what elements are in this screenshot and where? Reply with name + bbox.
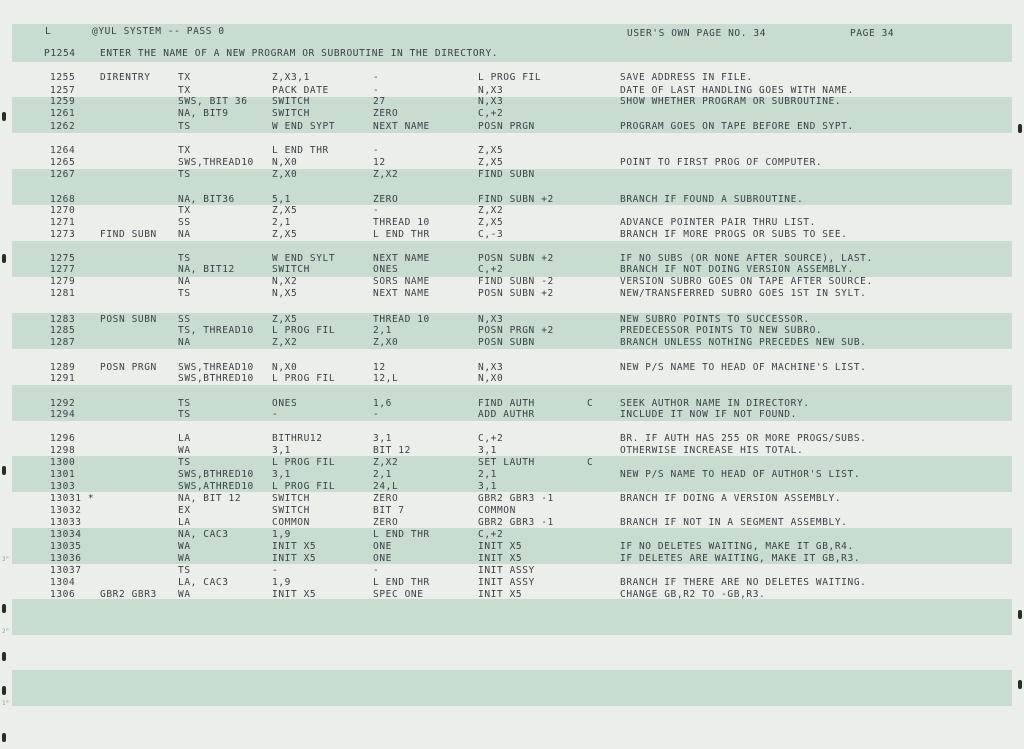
row-a3: POSN SUBN +2 [478,288,554,299]
row-comment: ADVANCE POINTER PAIR THRU LIST. [620,217,816,228]
green-band [12,599,1012,635]
listing-row [0,276,1024,288]
row-op: TS [178,121,191,132]
row-a3: FIND AUTH [478,398,535,409]
row-op: SS [178,314,191,325]
row-a2: SORS NAME [373,276,430,287]
row-a3: 3,1 [478,445,497,456]
listing-row [0,409,1024,421]
row-a2: 12 [373,362,386,373]
row-num: 1303 [50,481,76,492]
row-label: POSN PRGN [100,362,157,373]
row-num: 13034 [50,529,82,540]
row-a2: 24,L [373,481,399,492]
row-comment: IF NO SUBS (OR NONE AFTER SOURCE), LAST. [620,253,873,264]
row-comment: VERSION SUBRO GOES ON TAPE AFTER SOURCE. [620,276,873,287]
row-op: SWS,THREAD10 [178,157,254,168]
row-a2: Z,X2 [373,169,399,180]
row-op: NA, BIT 12 [178,493,242,504]
row-a3: FIND SUBN -2 [478,276,554,287]
row-a2: ONE [373,553,392,564]
row-a3: C,-3 [478,229,504,240]
row-op: TS [178,288,191,299]
row-a1: SWITCH [272,108,310,119]
row-a3: INIT ASSY [478,565,535,576]
row-a2: ONES [373,264,399,275]
row-op: WA [178,541,191,552]
row-a2: ZERO [373,194,399,205]
row-num: 1265 [50,157,76,168]
row-num: 13033 [50,517,82,528]
row-comment: DATE OF LAST HANDLING GOES WITH NAME. [620,85,854,96]
row-comment: SAVE ADDRESS IN FILE. [620,72,753,83]
row-num: 1264 [50,145,76,156]
users-page-number: USER'S OWN PAGE NO. 34 [627,28,767,39]
row-a1: SWITCH [272,264,310,275]
row-a3: INIT X5 [478,541,523,552]
row-comment: BRANCH IF NOT IN A SEGMENT ASSEMBLY. [620,517,848,528]
listing-row [0,217,1024,229]
title-line-number: P1254 [44,48,76,59]
row-op: SWS,ATHRED10 [178,481,254,492]
row-comment: NEW P/S NAME TO HEAD OF AUTHOR'S LIST. [620,469,861,480]
row-a3: Z,X5 [478,217,504,228]
row-op: TS [178,169,191,180]
ruler-mark: 3" [2,556,10,563]
feed-hole [2,686,6,695]
page-number: PAGE 34 [850,28,895,39]
listing-row [0,493,1024,505]
row-a1: N,X0 [272,362,298,373]
row-a3: Z,X5 [478,157,504,168]
listing-row [0,517,1024,529]
row-comment: BRANCH IF MORE PROGS OR SUBS TO SEE. [620,229,848,240]
row-comment: OTHERWISE INCREASE HIS TOTAL. [620,445,804,456]
row-a1: 2,1 [272,217,291,228]
row-a3: POSN PRGN [478,121,535,132]
row-a2: L END THR [373,577,430,588]
row-label: DIRENTRY [100,72,151,83]
routine-description: ENTER THE NAME OF A NEW PROGRAM OR SUBROUTINE IN THE DIRECTORY. [100,48,499,59]
row-a1: Z,X3,1 [272,72,310,83]
listing-row [0,457,1024,469]
row-a1: Z,X5 [272,205,298,216]
row-a2: - [373,205,380,216]
row-num: 1257 [50,85,76,96]
row-a2: - [373,72,380,83]
row-a3: Z,X5 [478,145,504,156]
row-op: LA [178,517,191,528]
row-a1: N,X0 [272,157,298,168]
row-a2: 1,6 [373,398,392,409]
row-num: 1289 [50,362,76,373]
row-comment: BRANCH IF THERE ARE NO DELETES WAITING. [620,577,867,588]
row-op: NA [178,337,191,348]
row-a1: Z,X5 [272,314,298,325]
row-a2: Z,X0 [373,337,399,348]
feed-hole [2,733,6,742]
system-title: @YUL SYSTEM -- PASS 0 [92,26,225,37]
row-a3: N,X3 [478,314,504,325]
row-a2: 2,1 [373,469,392,480]
row-comment: BRANCH UNLESS NOTHING PRECEDES NEW SUB. [620,337,867,348]
row-num: 1275 [50,253,76,264]
row-op: TS [178,565,191,576]
row-num: 1259 [50,96,76,107]
row-num: 1306 [50,589,76,600]
row-comment: IF DELETES ARE WAITING, MAKE IT GB,R3. [620,553,861,564]
row-num: 1294 [50,409,76,420]
row-a3: GBR2 GBR3 -1 [478,493,554,504]
row-comment: PROGRAM GOES ON TAPE BEFORE END SYPT. [620,121,854,132]
row-comment: INCLUDE IT NOW IF NOT FOUND. [620,409,797,420]
row-a2: 12 [373,157,386,168]
row-a1: PACK DATE [272,85,329,96]
row-a3: 3,1 [478,481,497,492]
row-num: 1279 [50,276,76,287]
listing-row [0,169,1024,181]
row-a1: SWITCH [272,505,310,516]
row-op: NA [178,276,191,287]
row-num: 1298 [50,445,76,456]
row-a1: - [272,565,279,576]
row-op: NA [178,229,191,240]
row-a3: POSN PRGN +2 [478,325,554,336]
row-a1: 5,1 [272,194,291,205]
listing-row [0,108,1024,120]
row-a3: POSN SUBN [478,337,535,348]
row-a2: NEXT NAME [373,253,430,264]
row-comment: CHANGE GB,R2 TO -GB,R3. [620,589,766,600]
row-comment: BRANCH IF DOING A VERSION ASSEMBLY. [620,493,842,504]
row-a3: N,X3 [478,85,504,96]
row-a2: ZERO [373,517,399,528]
row-a2: SPEC ONE [373,589,424,600]
row-a1: 1,9 [272,529,291,540]
listing-row [0,577,1024,589]
row-a1: INIT X5 [272,553,317,564]
row-op: TS [178,457,191,468]
row-num: 1261 [50,108,76,119]
row-a3: C,+2 [478,529,504,540]
row-label: GBR2 GBR3 [100,589,157,600]
row-a2: BIT 7 [373,505,405,516]
listing-row [0,433,1024,445]
row-a3: POSN SUBN +2 [478,253,554,264]
row-op: NA, BIT12 [178,264,235,275]
row-a2: NEXT NAME [373,288,430,299]
row-a3: FIND SUBN [478,169,535,180]
row-a1: 3,1 [272,445,291,456]
row-a1: SWITCH [272,96,310,107]
row-op: TX [178,145,191,156]
row-a3: L PROG FIL [478,72,542,83]
row-label: POSN SUBN [100,314,157,325]
green-band [12,670,1012,706]
row-a1: - [272,409,279,420]
row-a1: N,X5 [272,288,298,299]
row-a3: INIT X5 [478,553,523,564]
row-a3: C,+2 [478,433,504,444]
row-op: EX [178,505,191,516]
row-a2: THREAD 10 [373,314,430,325]
row-a2: - [373,409,380,420]
row-flag: C [587,457,594,468]
listing-row [0,264,1024,276]
row-a1: 1,9 [272,577,291,588]
row-comment: POINT TO FIRST PROG OF COMPUTER. [620,157,823,168]
row-a2: L END THR [373,529,430,540]
row-a3: INIT X5 [478,589,523,600]
listing-row [0,96,1024,108]
row-a2: ZERO [373,493,399,504]
row-a2: ONE [373,541,392,552]
row-op: TS [178,409,191,420]
row-num: 1255 [50,72,76,83]
row-a1: SWITCH [272,493,310,504]
row-op: NA, CAC3 [178,529,229,540]
row-flag: C [587,398,594,409]
row-op: TS [178,253,191,264]
header-mark: L [45,26,52,37]
row-a3: C,+2 [478,264,504,275]
row-comment: IF NO DELETES WAITING, MAKE IT GB,R4. [620,541,854,552]
row-num: 1267 [50,169,76,180]
feed-hole [1018,610,1022,619]
row-a1: W END SYLT [272,253,336,264]
feed-hole [2,604,6,613]
row-op: LA [178,433,191,444]
row-comment: SHOW WHETHER PROGRAM OR SUBROUTINE. [620,96,842,107]
row-a2: ZERO [373,108,399,119]
row-a2: L END THR [373,229,430,240]
row-a2: - [373,565,380,576]
listing-row [0,481,1024,493]
row-a3: C,+2 [478,108,504,119]
row-comment: SEEK AUTHOR NAME IN DIRECTORY. [620,398,810,409]
row-a1: ONES [272,398,298,409]
row-a2: 27 [373,96,386,107]
row-a2: Z,X2 [373,457,399,468]
row-num: 1296 [50,433,76,444]
row-op: NA, BIT36 [178,194,235,205]
listing-row [0,565,1024,577]
row-op: SS [178,217,191,228]
row-a3: ADD AUTHR [478,409,535,420]
listing-row [0,229,1024,241]
listing-row [0,529,1024,541]
feed-hole [1018,680,1022,689]
row-num: 1273 [50,229,76,240]
row-comment: BRANCH IF NOT DOING VERSION ASSEMBLY. [620,264,854,275]
row-a1: INIT X5 [272,541,317,552]
row-num: 13032 [50,505,82,516]
row-a3: 2,1 [478,469,497,480]
row-a1: L PROG FIL [272,325,336,336]
row-a1: Z,X5 [272,229,298,240]
row-a1: L END THR [272,145,329,156]
row-num: 13035 [50,541,82,552]
row-a2: THREAD 10 [373,217,430,228]
row-a1: BITHRU12 [272,433,323,444]
row-op: TX [178,205,191,216]
row-num: 13037 [50,565,82,576]
ruler-mark: 1" [2,700,10,707]
row-a1: INIT X5 [272,589,317,600]
listing-row [0,325,1024,337]
row-num: 1271 [50,217,76,228]
row-a1: L PROG FIL [272,457,336,468]
row-a2: - [373,85,380,96]
row-a3: INIT ASSY [478,577,535,588]
row-op: WA [178,553,191,564]
row-a2: NEXT NAME [373,121,430,132]
row-comment: NEW P/S NAME TO HEAD OF MACHINE'S LIST. [620,362,867,373]
row-comment: NEW SUBRO POINTS TO SUCCESSOR. [620,314,810,325]
feed-hole [2,652,6,661]
row-op: SWS,BTHRED10 [178,469,254,480]
listing-row [0,337,1024,349]
listing-row [0,469,1024,481]
row-num: 1262 [50,121,76,132]
row-num: 1283 [50,314,76,325]
row-num: 1268 [50,194,76,205]
listing-row [0,205,1024,217]
listing-row [0,373,1024,385]
ruler-mark: 2" [2,628,10,635]
listing-row [0,145,1024,157]
row-comment: BRANCH IF FOUND A SUBROUTINE. [620,194,804,205]
row-op: NA, BIT9 [178,108,229,119]
listing-row [0,288,1024,300]
row-a1: L PROG FIL [272,481,336,492]
row-comment: PREDECESSOR POINTS TO NEW SUBRO. [620,325,823,336]
row-op: SWS, BIT 36 [178,96,248,107]
listing-row [0,157,1024,169]
row-op: TX [178,72,191,83]
row-op: TS, THREAD10 [178,325,254,336]
row-a1: COMMON [272,517,310,528]
row-a3: N,X3 [478,96,504,107]
row-op: WA [178,445,191,456]
row-a3: SET LAUTH [478,457,535,468]
listing-row [0,505,1024,517]
row-num: 1285 [50,325,76,336]
row-op: SWS,THREAD10 [178,362,254,373]
row-a3: FIND SUBN +2 [478,194,554,205]
row-num: 1291 [50,373,76,384]
row-a1: Z,X2 [272,337,298,348]
routine-title-line [0,48,1024,60]
row-num: 1281 [50,288,76,299]
row-a3: N,X0 [478,373,504,384]
row-num: 13036 [50,553,82,564]
row-num: 1301 [50,469,76,480]
listing-row [0,541,1024,553]
row-num: 1304 [50,577,76,588]
listing-row [0,445,1024,457]
row-op: SWS,BTHRED10 [178,373,254,384]
row-a3: Z,X2 [478,205,504,216]
row-a2: 2,1 [373,325,392,336]
row-a1: W END SYPT [272,121,336,132]
listing-row [0,589,1024,601]
row-a1: L PROG FIL [272,373,336,384]
row-a1: 3,1 [272,469,291,480]
row-a2: BIT 12 [373,445,411,456]
row-num: 13031 * [50,493,95,504]
row-num: 1292 [50,398,76,409]
row-a1: Z,X0 [272,169,298,180]
row-a3: GBR2 GBR3 -1 [478,517,554,528]
row-op: LA, CAC3 [178,577,229,588]
row-label: FIND SUBN [100,229,157,240]
row-op: TS [178,398,191,409]
row-a2: - [373,145,380,156]
row-a2: 3,1 [373,433,392,444]
row-comment: NEW/TRANSFERRED SUBRO GOES 1ST IN SYLT. [620,288,867,299]
row-a3: COMMON [478,505,516,516]
row-num: 1300 [50,457,76,468]
row-op: TX [178,85,191,96]
row-a3: N,X3 [478,362,504,373]
row-a2: 12,L [373,373,399,384]
row-a1: N,X2 [272,276,298,287]
listing-row [0,553,1024,565]
row-comment: BR. IF AUTH HAS 255 OR MORE PROGS/SUBS. [620,433,867,444]
row-num: 1270 [50,205,76,216]
row-num: 1287 [50,337,76,348]
row-op: WA [178,589,191,600]
row-num: 1277 [50,264,76,275]
listing-row [0,121,1024,133]
listing-row [0,72,1024,84]
